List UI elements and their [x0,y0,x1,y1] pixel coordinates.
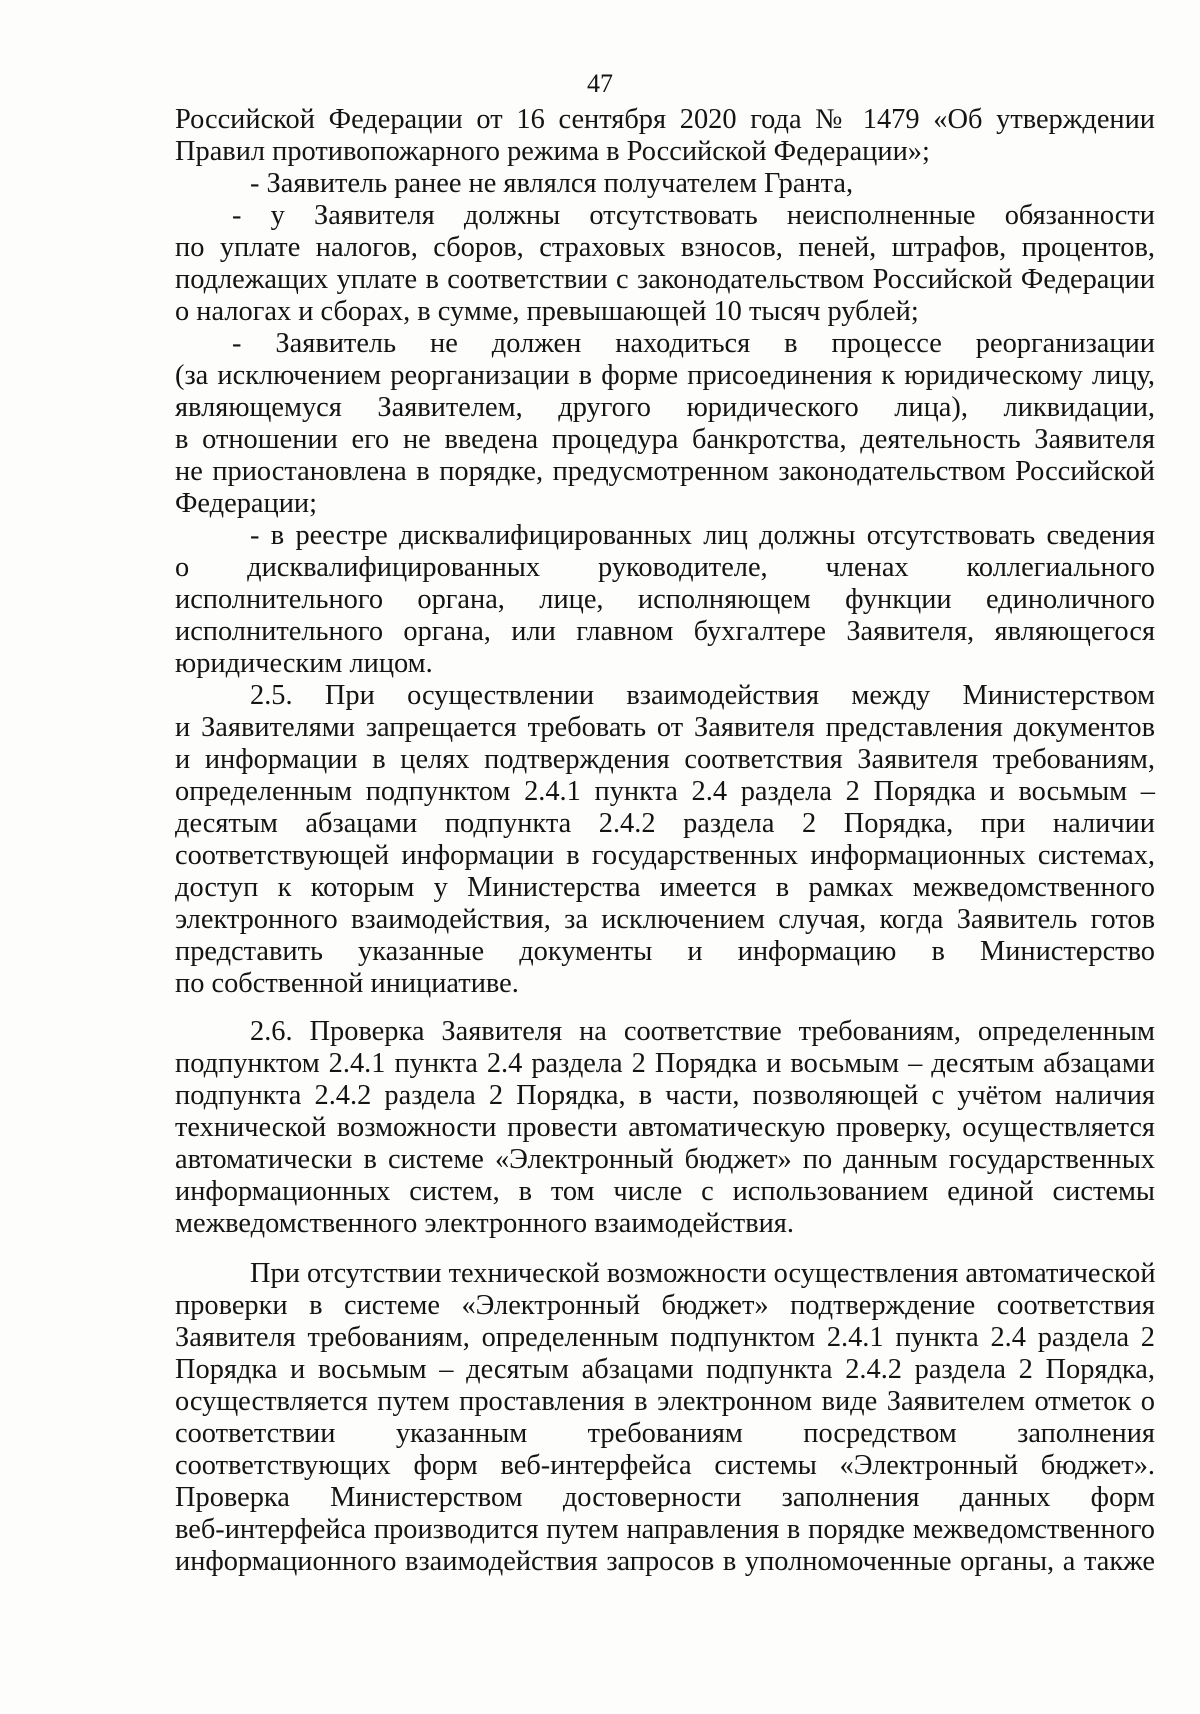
text-line: подпункта 2.4.2 раздела 2 Порядка, в части, позволяющей с учётом наличия [175,1080,1155,1111]
text-line: (за исключением реорганизации в форме присоединения к юридическому лицу, [175,360,1155,391]
text-line: доступ к которым у Министерства имеется в рамках межведомственного [175,872,1155,903]
text-line: осуществляется путем проставления в электронном виде Заявителем отметок о [175,1386,1155,1417]
text-line: представить указанные документы и информацию в Министерство [175,936,1155,967]
text-line: - в реестре дисквалифицированных лиц должны отсутствовать сведения [250,520,1155,551]
text-line: являющемуся Заявителем, другого юридического лица), ликвидации, [175,392,1155,423]
text-line: - Заявитель ранее не являлся получателем Гранта, [250,168,854,199]
text-line: информационного взаимодействия запросов в уполномоченные органы, а также [175,1546,1155,1577]
text-line: о налогах и сборах, в сумме, превышающей 10 тысяч рублей; [175,296,919,327]
text-line: электронного взаимодействия, за исключением случая, когда Заявитель готов [175,904,1155,935]
text-line: 2.6. Проверка Заявителя на соответствие требованиям, определенным [250,1016,1155,1047]
text-line: о дисквалифицированных руководителе, членах коллегиального [175,552,1155,583]
text-line: Федерации; [175,488,317,519]
text-line: юридическим лицом. [175,648,433,679]
text-line: - у Заявителя должны отсутствовать неисполненные обязанности [232,200,1155,231]
text-line: технической возможности провести автоматическую проверку, осуществляется [175,1112,1155,1143]
text-line: подпунктом 2.4.1 пункта 2.4 раздела 2 Порядка и восьмым – десятым абзацами [175,1048,1155,1079]
text-line: в отношении его не введена процедура банкротства, деятельность Заявителя [175,424,1155,455]
text-line: по уплате налогов, сборов, страховых взносов, пеней, штрафов, процентов, [175,232,1155,263]
text-line: исполнительного органа, или главном бухгалтере Заявителя, являющегося [175,616,1155,647]
text-line: Порядка и восьмым – десятым абзацами подпункта 2.4.2 раздела 2 Порядка, [175,1354,1155,1385]
text-line: Проверка Министерством достоверности заполнения данных форм [175,1482,1155,1513]
text-line: и Заявителями запрещается требовать от Заявителя представления документов [175,712,1155,743]
text-line: Правил противопожарного режима в Российской Федерации»; [175,136,930,167]
text-line: по собственной инициативе. [175,968,519,999]
page-number: 47 [587,69,613,98]
text-line: и информации в целях подтверждения соответствия Заявителя требованиям, [175,744,1155,775]
text-line: соответствующих форм веб-интерфейса системы «Электронный бюджет». [175,1450,1155,1481]
text-line: исполнительного органа, лице, исполняющем функции единоличного [175,584,1155,615]
text-line: определенным подпунктом 2.4.1 пункта 2.4 раздела 2 Порядка и восьмым – [175,776,1155,807]
text-line: проверки в системе «Электронный бюджет» подтверждение соответствия [175,1290,1155,1321]
text-line: не приостановлена в порядке, предусмотренном законодательством Российской [175,456,1155,487]
text-line: веб-интерфейса производится путем направления в порядке межведомственного [175,1514,1155,1545]
text-line: соответствующей информации в государственных информационных системах, [175,840,1155,871]
text-line: соответствии указанным требованиям посредством заполнения [175,1418,1155,1449]
text-line: подлежащих уплате в соответствии с законодательством Российской Федерации [175,264,1155,295]
text-line: автоматически в системе «Электронный бюджет» по данным государственных [175,1144,1155,1175]
text-line: десятым абзацами подпункта 2.4.2 раздела 2 Порядка, при наличии [175,808,1155,839]
text-line: 2.5. При осуществлении взаимодействия между Министерством [250,680,1155,711]
text-line: - Заявитель не должен находиться в процессе реорганизации [232,328,1155,359]
text-line: информационных систем, в том числе с использованием единой системы [175,1176,1155,1207]
text-line: Заявителя требованиям, определенным подпунктом 2.4.1 пункта 2.4 раздела 2 [175,1322,1155,1353]
text-line: При отсутствии технической возможности осуществления автоматической [250,1258,1156,1289]
text-line: Российской Федерации от 16 сентября 2020 года № 1479 «Об утверждении [175,104,1155,135]
text-line: межведомственного электронного взаимодействия. [175,1208,794,1239]
